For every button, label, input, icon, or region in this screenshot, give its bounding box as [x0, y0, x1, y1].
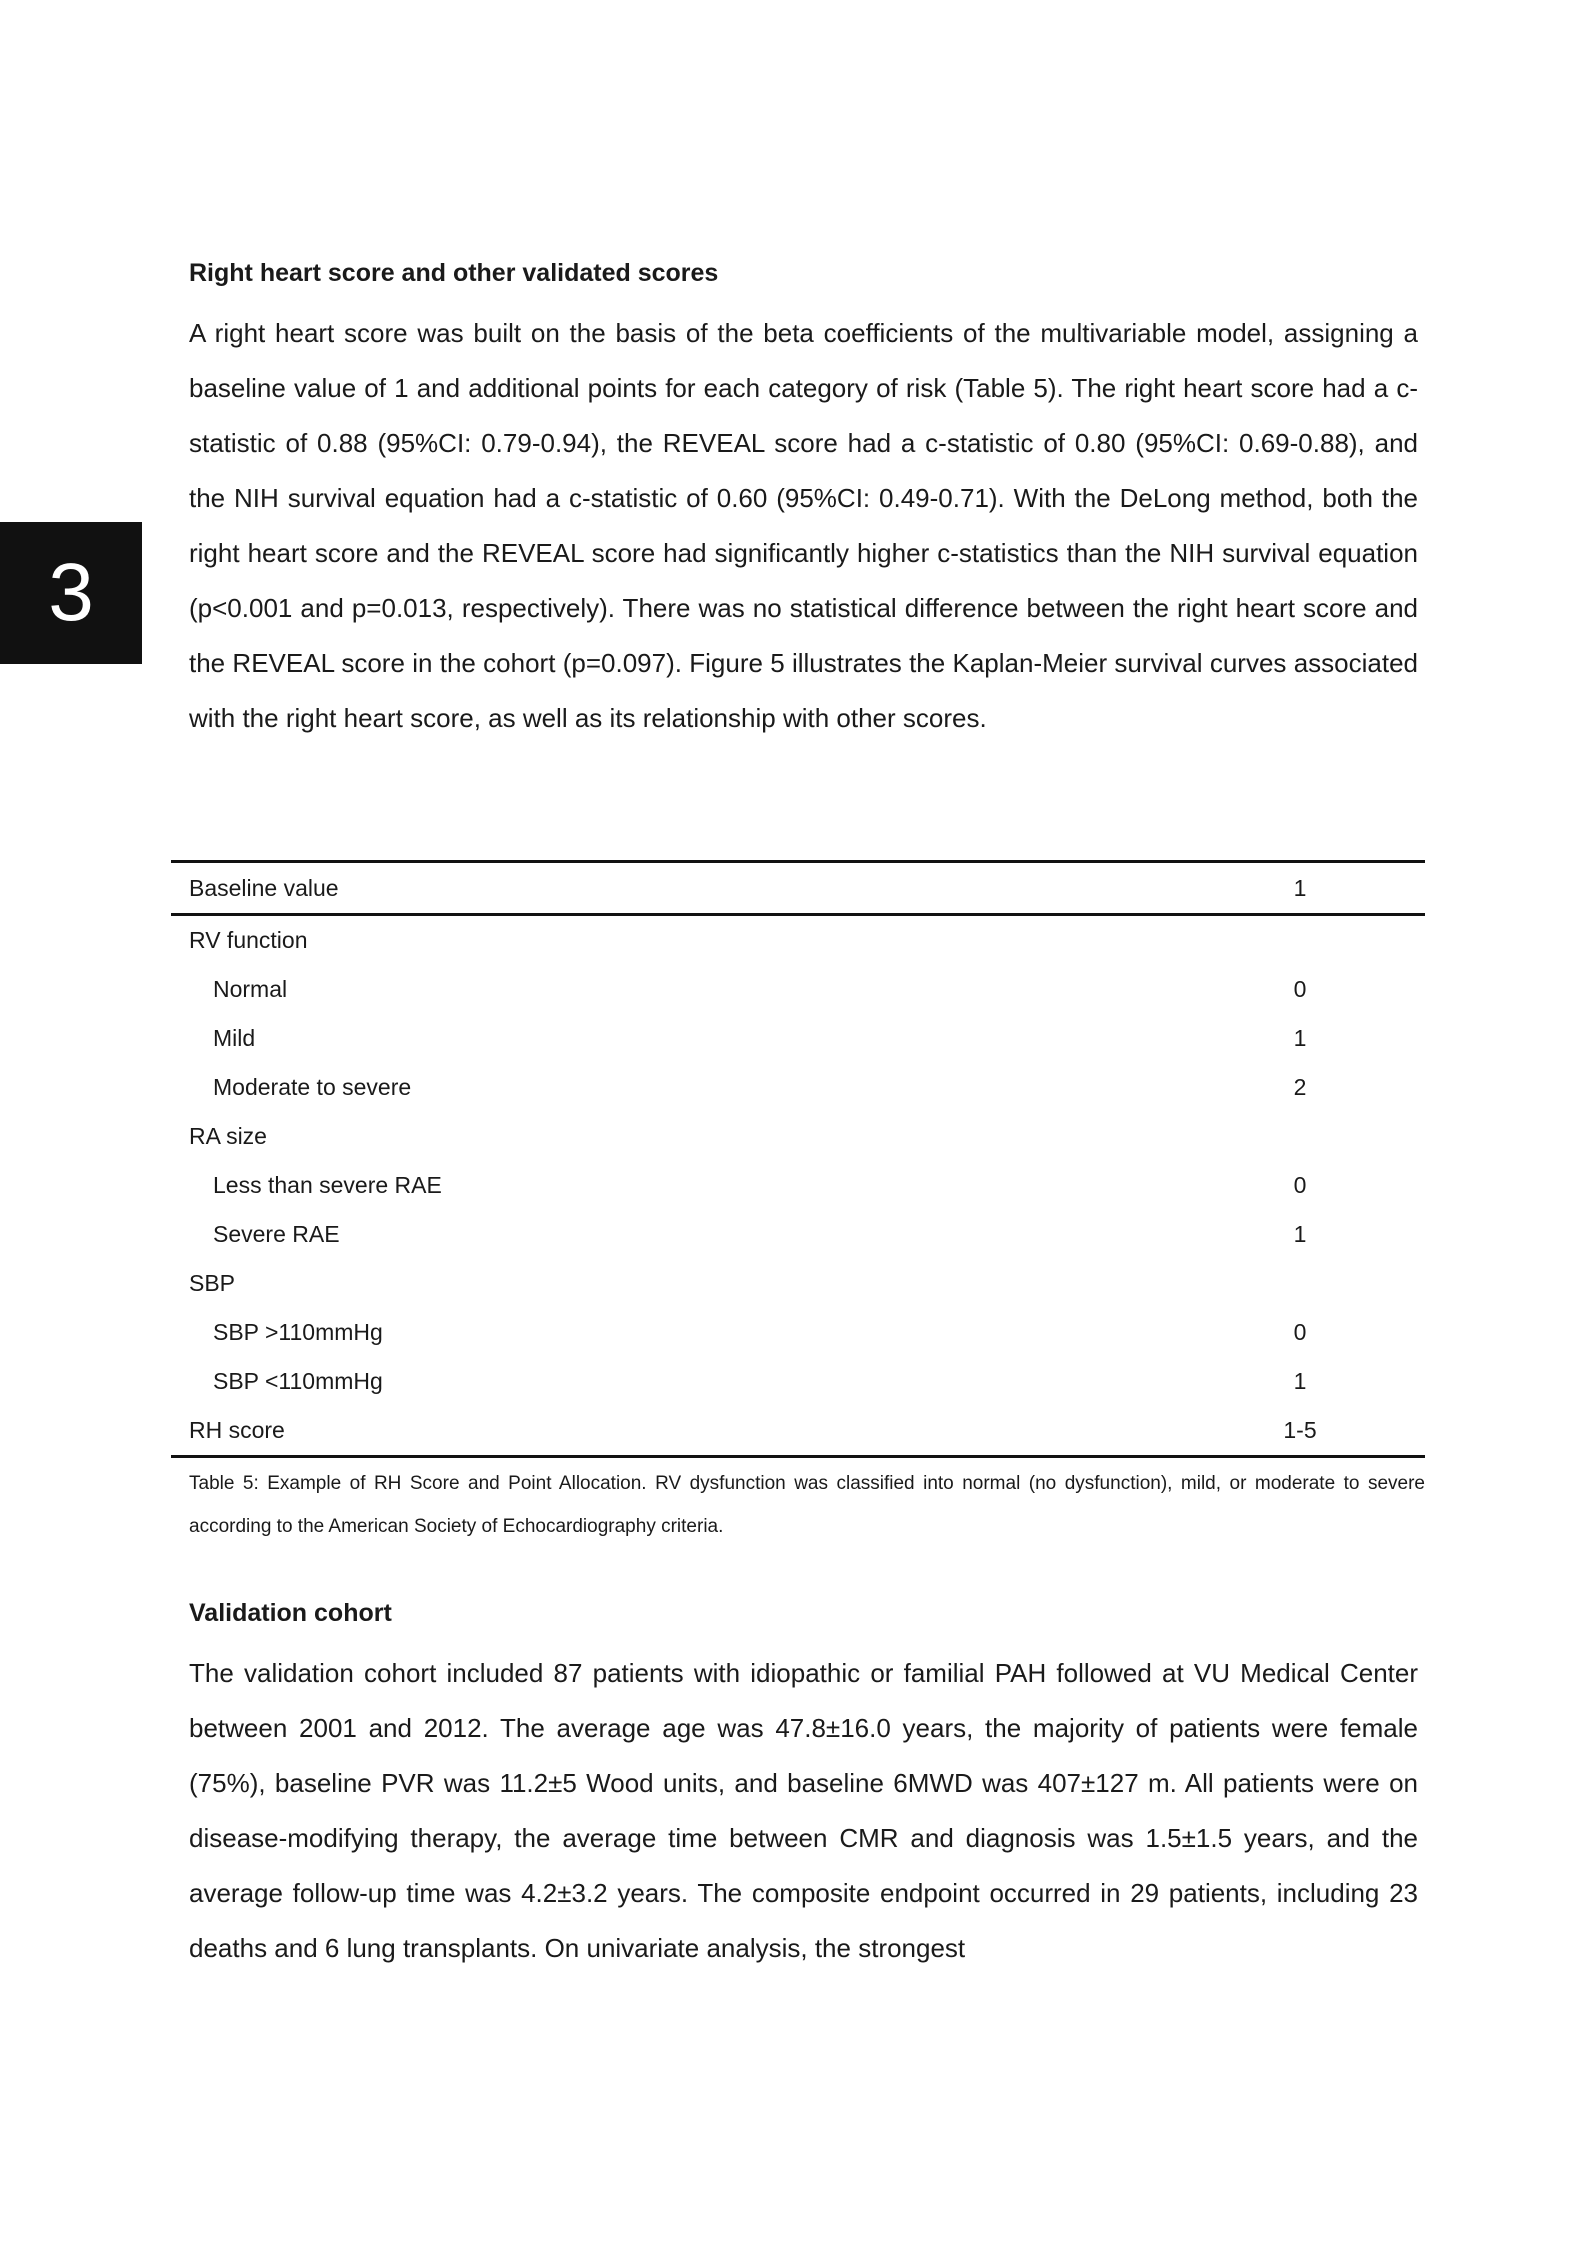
rh-score-table [171, 860, 1425, 1458]
table-cell-label: SBP >110mmHg [213, 1319, 383, 1345]
table-cell-label: Severe RAE [213, 1221, 340, 1247]
table-cell-value: 1 [1293, 1368, 1307, 1394]
section-validation-cohort [189, 1598, 1418, 1976]
table-row [171, 1063, 1425, 1112]
table-row [171, 1210, 1425, 1259]
table-cell-label: Normal [213, 976, 288, 1002]
table-row [171, 1014, 1425, 1063]
table-cell-value: 0 [1293, 1172, 1307, 1198]
table-header-row [171, 862, 1425, 915]
table-row [171, 1161, 1425, 1210]
table-row [171, 1259, 1425, 1308]
chapter-number-tab [0, 522, 142, 664]
chapter-number: 3 [48, 547, 94, 638]
table-cell-label: RH score [171, 1406, 1245, 1457]
section-paragraph: The validation cohort included 87 patients with idiopathic or familial PAH followed at VU Medical Center between 2001 and 2012. The average age was 47.8±16.0 years, the majority of patients were female (75%), baseline PVR was 11.2±5 Wood units, and baseline 6MWD was 407±127 m. All patients were on disease-modifying therapy, the average time between CMR and diagnosis was 1.5±1.5 years, and the average follow-up time was 4.2±3.2 years. The composite endpoint occurred in 29 patients, including 23 deaths and 6 lung transplants. On univariate analysis, the strongest [189, 1658, 1418, 1963]
table-cell-label: RV function [189, 927, 308, 953]
table-cell-value [1245, 1259, 1425, 1308]
table-cell-label: SBP <110mmHg [213, 1368, 383, 1394]
table-cell-value: 1 [1293, 1025, 1307, 1051]
table-cell-value: 2 [1293, 1074, 1307, 1100]
section-heading: Validation cohort [189, 1599, 392, 1627]
table-cell-label: Less than severe RAE [213, 1172, 442, 1198]
table-cell-value: 0 [1293, 1319, 1307, 1345]
table-row [171, 1112, 1425, 1161]
table-caption: Table 5: Example of RH Score and Point Allocation. RV dysfunction was classified into normal (no dysfunction), mild, or moderate to severe according to the American Society of Echocardiography criteria. [189, 1473, 1425, 1537]
table-cell-label: SBP [189, 1270, 236, 1296]
table-cell-value: 0 [1293, 976, 1307, 1002]
table-cell-value: 1 [1245, 862, 1425, 915]
table-cell-label: RA size [189, 1123, 267, 1149]
table-cell-value: 1 [1293, 1221, 1307, 1247]
table-row [171, 1406, 1425, 1457]
table-cell-value: 1-5 [1245, 1406, 1425, 1457]
section-heading: Right heart score and other validated scores [189, 259, 719, 287]
table-cell-label: Mild [213, 1025, 256, 1051]
section-right-heart-score [189, 258, 1418, 746]
table-row [171, 915, 1425, 966]
table-row [171, 1357, 1425, 1406]
score-table-block [171, 860, 1425, 1548]
table-cell-value [1245, 1112, 1425, 1161]
section-paragraph: A right heart score was built on the basis of the beta coefficients of the multivariable model, assigning a baseline value of 1 and additional points for each category of risk (Table 5). The right heart score had a c-statistic of 0.88 (95%CI: 0.79-0.94), the REVEAL score had a c-statistic of 0.80 (95%CI: 0.69-0.88), and the NIH survival equation had a c-statistic of 0.60 (95%CI: 0.49-0.71). With the DeLong method, both the right heart score and the REVEAL score had significantly higher c-statistics than the NIH survival equation (p<0.001 and p=0.013, respectively). There was no statistical difference between the right heart score and the REVEAL score in the cohort (p=0.097). Figure 5 illustrates the Kaplan-Meier survival curves associated with the right heart score, as well as its relationship with other scores. [189, 318, 1418, 733]
table-cell-label: Baseline value [171, 862, 1245, 915]
table-cell-label: Moderate to severe [213, 1074, 412, 1100]
table-row [171, 1308, 1425, 1357]
table-row [171, 965, 1425, 1014]
table-cell-value [1245, 915, 1425, 966]
